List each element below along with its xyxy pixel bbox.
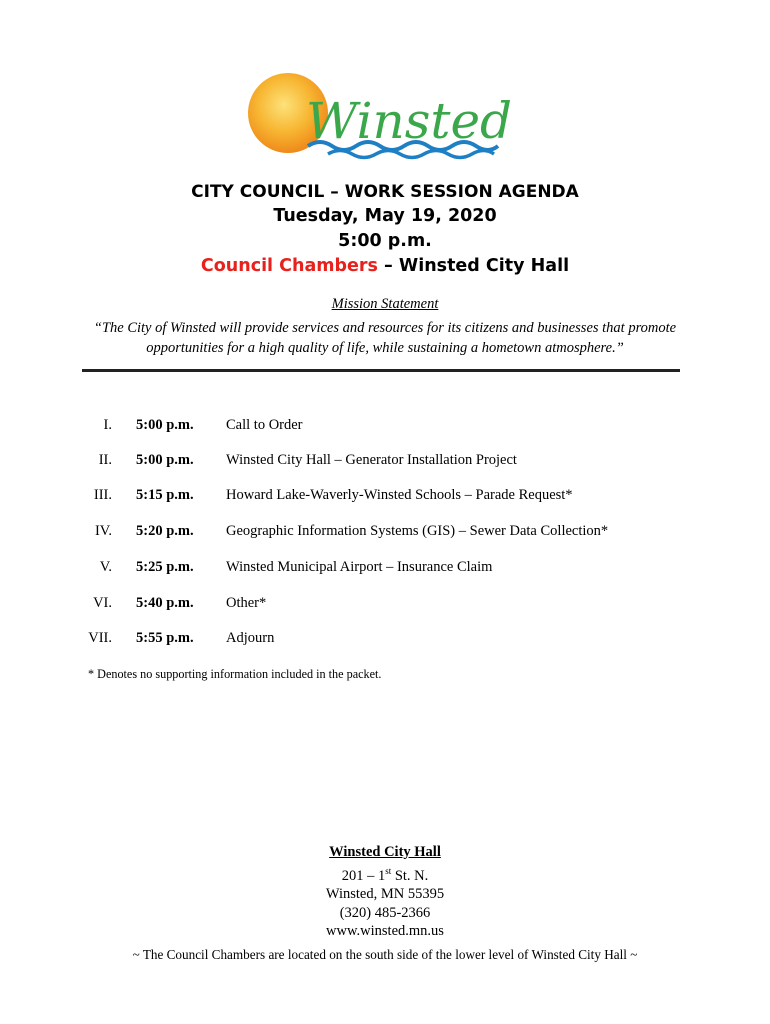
- item-description: Call to Order: [226, 417, 303, 433]
- agenda-item: [0, 417, 770, 439]
- item-number: II.: [98, 452, 112, 468]
- location-room: Council Chambers: [200, 256, 378, 276]
- logo-graphic: [248, 70, 523, 160]
- address-website[interactable]: www.winsted.mn.us: [326, 923, 444, 940]
- item-number: III.: [93, 487, 112, 503]
- address-name: Winsted City Hall: [329, 844, 441, 860]
- item-time: 5:25 p.m.: [136, 559, 194, 575]
- mission-title: Mission Statement: [331, 296, 439, 312]
- item-time: 5:55 p.m.: [136, 630, 194, 646]
- item-number: V.: [99, 559, 112, 575]
- agenda-item: [0, 630, 770, 652]
- location-building: – Winsted City Hall: [377, 256, 570, 276]
- item-description: Adjourn: [226, 630, 275, 646]
- item-time: 5:20 p.m.: [136, 523, 194, 539]
- street-name: St. N.: [391, 867, 429, 884]
- address-city: Winsted, MN 55395: [325, 886, 445, 903]
- meeting-location: [0, 255, 770, 278]
- item-time: 5:40 p.m.: [136, 595, 194, 611]
- item-description: Geographic Information Systems (GIS) – Sewer Data Collection*: [226, 523, 609, 539]
- item-time: 5:00 p.m.: [136, 452, 194, 468]
- item-description: Winsted City Hall – Generator Installation Project: [226, 452, 517, 468]
- footnote: * Denotes no supporting information included in the packet.: [88, 667, 382, 681]
- item-description: Winsted Municipal Airport – Insurance Claim: [226, 559, 493, 575]
- mission-text: “The City of Winsted will provide services and resources for its citizens and businesses that promote opportunities for a high quality of life, while sustaining a hometown atmosphere.”: [93, 320, 677, 356]
- item-description: Howard Lake-Waverly-Winsted Schools – Parade Request*: [226, 487, 573, 503]
- item-description: Other*: [226, 595, 267, 611]
- agenda-item: [0, 523, 770, 545]
- divider: [82, 369, 680, 372]
- agenda-item: [0, 595, 770, 617]
- winsted-logo: [248, 70, 523, 160]
- address-block: [0, 843, 770, 941]
- item-number: VI.: [93, 595, 112, 611]
- item-time: 5:15 p.m.: [136, 487, 194, 503]
- wave-icon-2: [328, 151, 494, 158]
- closing-note: ~ The Council Chambers are located on the south side of the lower level of Winsted City Hall ~: [132, 947, 638, 962]
- street-number: 201 – 1: [341, 867, 386, 884]
- address-street: [0, 862, 770, 885]
- meeting-time: 5:00 p.m.: [338, 231, 432, 251]
- item-number: VII.: [88, 630, 112, 646]
- logo-wordmark: Winsted: [306, 92, 513, 150]
- agenda-item: [0, 452, 770, 474]
- agenda-title: CITY COUNCIL – WORK SESSION AGENDA: [191, 182, 579, 202]
- item-number: IV.: [94, 523, 112, 539]
- address-phone: (320) 485-2366: [339, 904, 431, 921]
- meeting-date: Tuesday, May 19, 2020: [273, 206, 497, 226]
- agenda-item: [0, 487, 770, 509]
- agenda-item: [0, 559, 770, 581]
- street-ordinal: st: [385, 865, 392, 876]
- item-time: 5:00 p.m.: [136, 417, 194, 433]
- item-number: I.: [103, 417, 112, 433]
